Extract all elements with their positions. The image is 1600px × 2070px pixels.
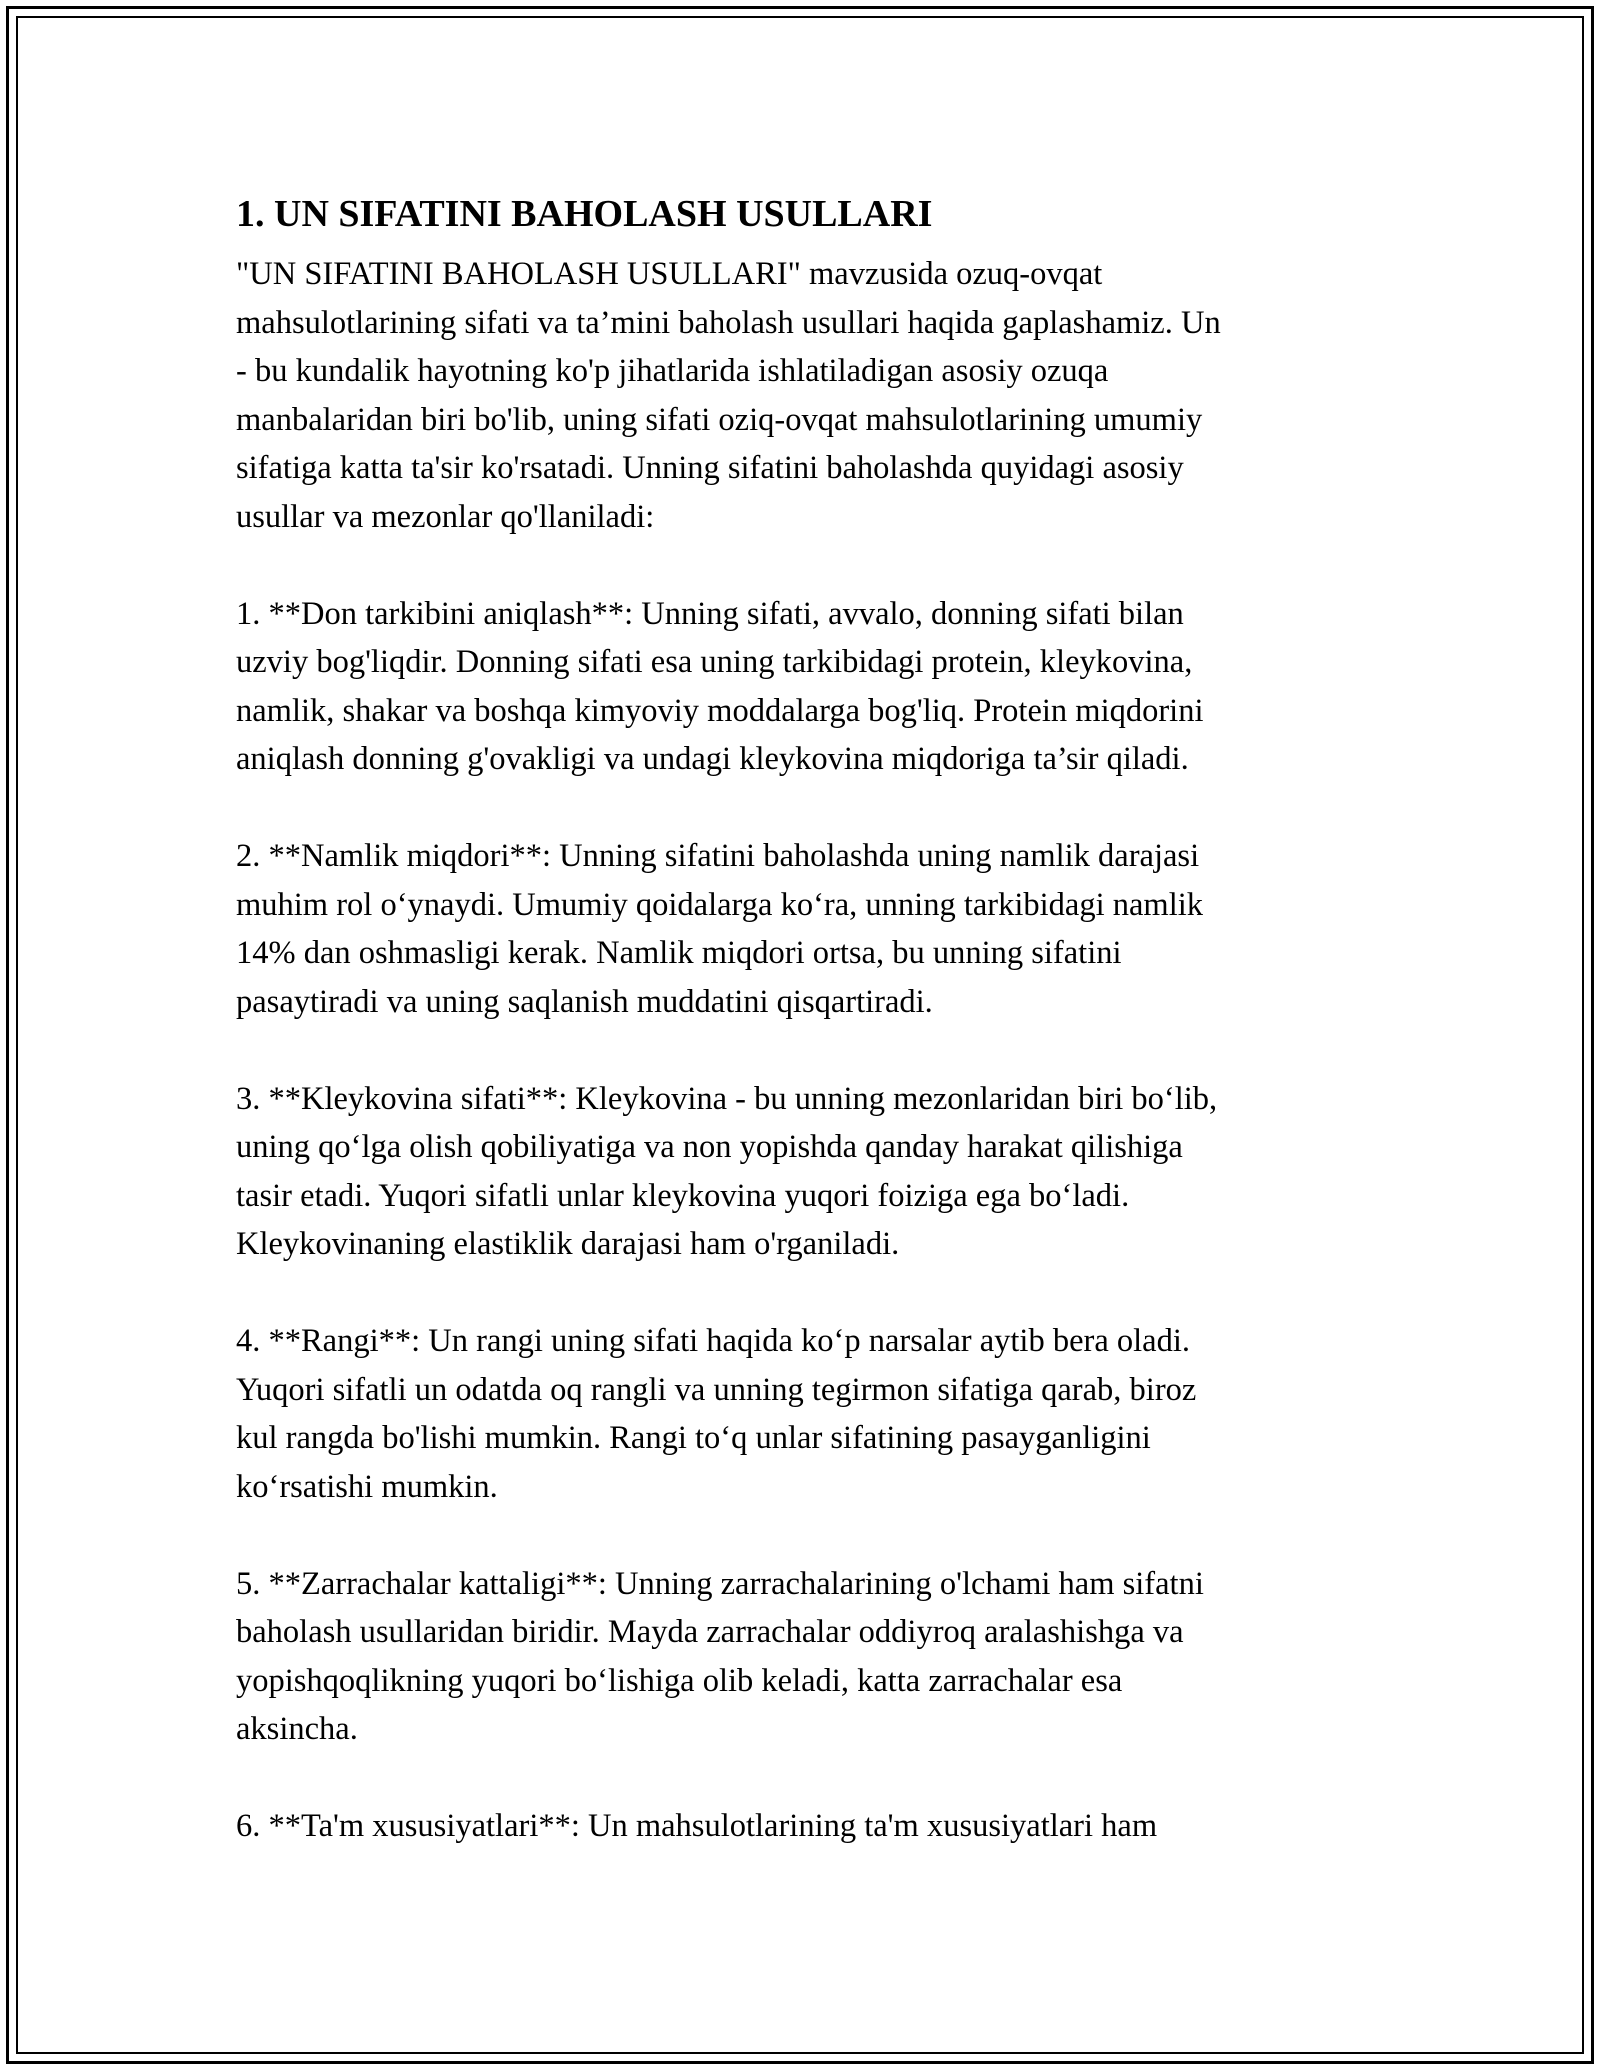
intro-paragraph: "UN SIFATINI BAHOLASH USULLARI" mavzusida ozuq-ovqat mahsulotlarining sifati va ta’mini baholash usullari haqida gaplashamiz. Un - bu kundalik hayotning ko'p jihatlarida ishlatiladigan asosiy ozuqa manbalaridan biri bo'lib, uning sifati oziq-ovqat mahsulotlarining umumiy sifatiga katta ta'sir ko'rsatadi. Unning sifatini baholashda quyidagi asosiy usullar va mezonlar qo'llaniladi: (236, 256, 1221, 535)
list-item-taste-properties: 6. **Ta'm xususiyatlari**: Un mahsulotlarining ta'm xususiyatlari ham (236, 1808, 1158, 1844)
document-body (236, 186, 1356, 1851)
list-item-grain-composition: 1. **Don tarkibini aniqlash**: Unning sifati, avvalo, donning sifati bilan uzviy bog'liqdir. Donning sifati esa uning tarkibidagi protein, kleykovina, namlik, shakar va boshqa kimyoviy moddalarga bog'liq. Protein miqdorini aniqlash donning g'ovakligi va undagi kleykovina miqdoriga ta’sir qiladi. (236, 595, 1204, 777)
list-item-color: 4. **Rangi**: Un rangi uning sifati haqida ko‘p narsalar aytib bera oladi. Yuqori sifatli un odatda oq rangli va unning tegirmon sifatiga qarab, biroz kul rangda bo'lishi mumkin. Rangi to‘q unlar sifatining pasayganligini ko‘rsatishi mumkin. (236, 1323, 1197, 1505)
list-item-particle-size: 5. **Zarrachalar kattaligi**: Unning zarrachalarining o'lchami ham sifatni baholash usullaridan biridir. Mayda zarrachalar oddiyroq aralashishga va yopishqoqlikning yuqori bo‘lishiga olib keladi, katta zarrachalar esa aksincha. (236, 1565, 1204, 1747)
list-item-gluten-quality: 3. **Kleykovina sifati**: Kleykovina - bu unning mezonlaridan biri bo‘lib, uning qo‘lga olish qobiliyatiga va non yopishda qanday harakat qilishiga tasir etadi. Yuqori sifatli unlar kleykovina yuqori foiziga ega bo‘ladi. Kleykovinaning elastiklik darajasi ham o'rganiladi. (236, 1080, 1218, 1262)
list-item-moisture-content: 2. **Namlik miqdori**: Unning sifatini baholashda uning namlik darajasi muhim rol o‘ynaydi. Umumiy qoidalarga ko‘ra, unning tarkibidagi namlik 14% dan oshmasligi kerak. Namlik miqdori ortsa, bu unning sifatini pasaytiradi va uning saqlanish muddatini qisqartiradi. (236, 838, 1204, 1020)
document-title: 1. UN SIFATINI BAHOLASH USULLARI (236, 193, 933, 235)
